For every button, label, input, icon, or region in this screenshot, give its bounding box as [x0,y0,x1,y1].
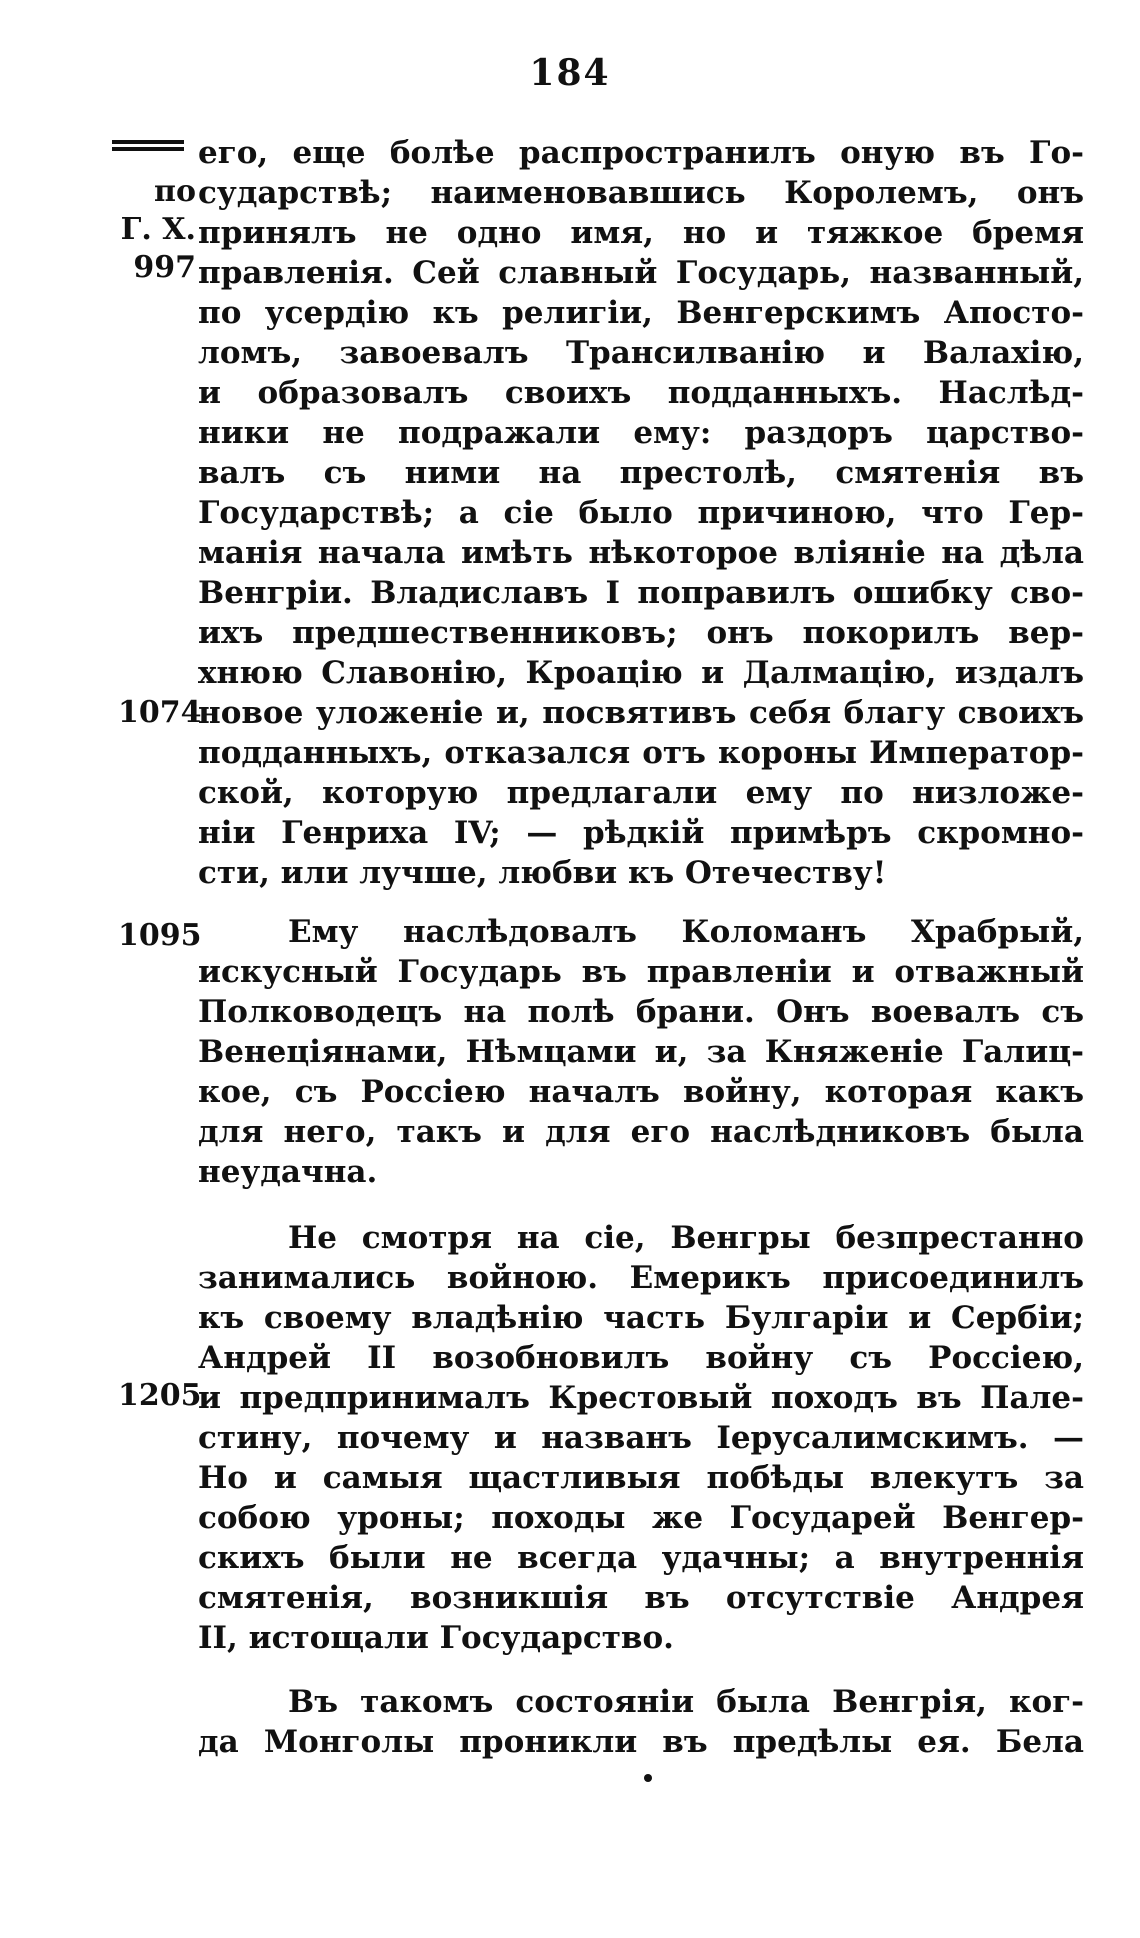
margin-era-label-1: по [154,174,196,209]
text-line: Но и самыя щастливыя побѣды влекутъ за [198,1460,1084,1496]
text-line: да Монголы проникли въ предѣлы ея. Бела [198,1724,1084,1760]
text-line: манія начала имѣть нѣкоторое вліяніе на дѣла [198,535,1084,571]
page-number: 184 [529,52,611,94]
text-line: Не смотря на сіе, Венгры безпрестанно [288,1220,1084,1256]
text-line: сударствѣ; наименовавшись Королемъ, онъ [198,175,1084,211]
text-line: Полководецъ на полѣ брани. Онъ воевалъ съ [198,994,1084,1030]
text-line: ники не подражали ему: раздоръ царство- [198,415,1084,451]
text-line: новое уложеніе и, посвятивъ себя благу своихъ [198,695,1084,731]
print-speck [644,1774,652,1782]
text-line: искусный Государь въ правленіи и отважный [198,954,1084,990]
text-line: правленія. Сей славный Государь, названный, [198,255,1084,291]
margin-year-1074: 1074 [118,695,202,730]
text-line: Венеціянами, Нѣмцами и, за Княженіе Галиц- [198,1034,1084,1070]
text-line: ломъ, завоевалъ Трансилванію и Валахію, [198,335,1084,371]
text-line: принялъ не одно имя, но и тяжкое бремя [198,215,1084,251]
text-line: II, истощали Государство. [198,1620,674,1656]
margin-era-label-2: Г. Х. [120,212,196,247]
paragraph-3 [198,1218,1084,1658]
margin-year-1205: 1205 [118,1378,202,1413]
text-line: подданныхъ, отказался отъ короны Император- [198,735,1084,771]
text-line: Государствѣ; а сіе было причиною, что Гер- [198,495,1084,531]
text-line: хнюю Славонію, Кроацію и Далмацію, издалъ [198,655,1084,691]
paragraph-2 [198,912,1084,1192]
text-line: Андрей II возобновилъ войну съ Россіею, [198,1340,1084,1376]
text-line: смятенія, возникшія въ отсутствіе Андрея [198,1580,1084,1616]
margin-year-997: 997 [133,250,196,285]
text-line: сти, или лучше, любви къ Отечеству! [198,855,887,891]
text-line: занимались войною. Емерикъ присоединилъ [198,1260,1084,1296]
text-line: ихъ предшественниковъ; онъ покорилъ вер- [198,615,1084,651]
text-line: неудачна. [198,1154,378,1190]
text-line: Венгріи. Владиславъ I поправилъ ошибку сво- [198,575,1084,611]
text-line: скихъ были не всегда удачны; а внутреннія [198,1540,1084,1576]
text-line: ніи Генриха IV; — рѣдкій примѣръ скромно- [198,815,1084,851]
text-line: Въ такомъ состояніи была Венгрія, ког- [288,1684,1084,1720]
text-line: кое, съ Россіею началъ войну, которая какъ [198,1074,1084,1110]
text-line: для него, такъ и для его наслѣдниковъ была [198,1114,1084,1150]
margin-rule [112,140,184,154]
text-line: по усердію къ религіи, Венгерскимъ Апосто- [198,295,1084,331]
text-line: стину, почему и названъ Іерусалимскимъ. — [198,1420,1084,1456]
paragraph-4 [198,1682,1084,1762]
paragraph-1 [198,133,1084,893]
text-line: и предпринималъ Крестовый походъ въ Пале- [198,1380,1084,1416]
text-line: Ему наслѣдовалъ Коломанъ Храбрый, [288,914,1084,950]
text-line: собою уроны; походы же Государей Венгер- [198,1500,1084,1536]
text-line: ской, которую предлагали ему по низложе- [198,775,1084,811]
text-line: его, еще болѣе распространилъ оную въ Го- [198,135,1084,171]
text-line: и образовалъ своихъ подданныхъ. Наслѣд- [198,375,1084,411]
text-line: валъ съ ними на престолѣ, смятенія въ [198,455,1084,491]
margin-year-1095: 1095 [118,918,202,953]
text-line: къ своему владѣнію часть Булгаріи и Сербіи; [198,1300,1084,1336]
